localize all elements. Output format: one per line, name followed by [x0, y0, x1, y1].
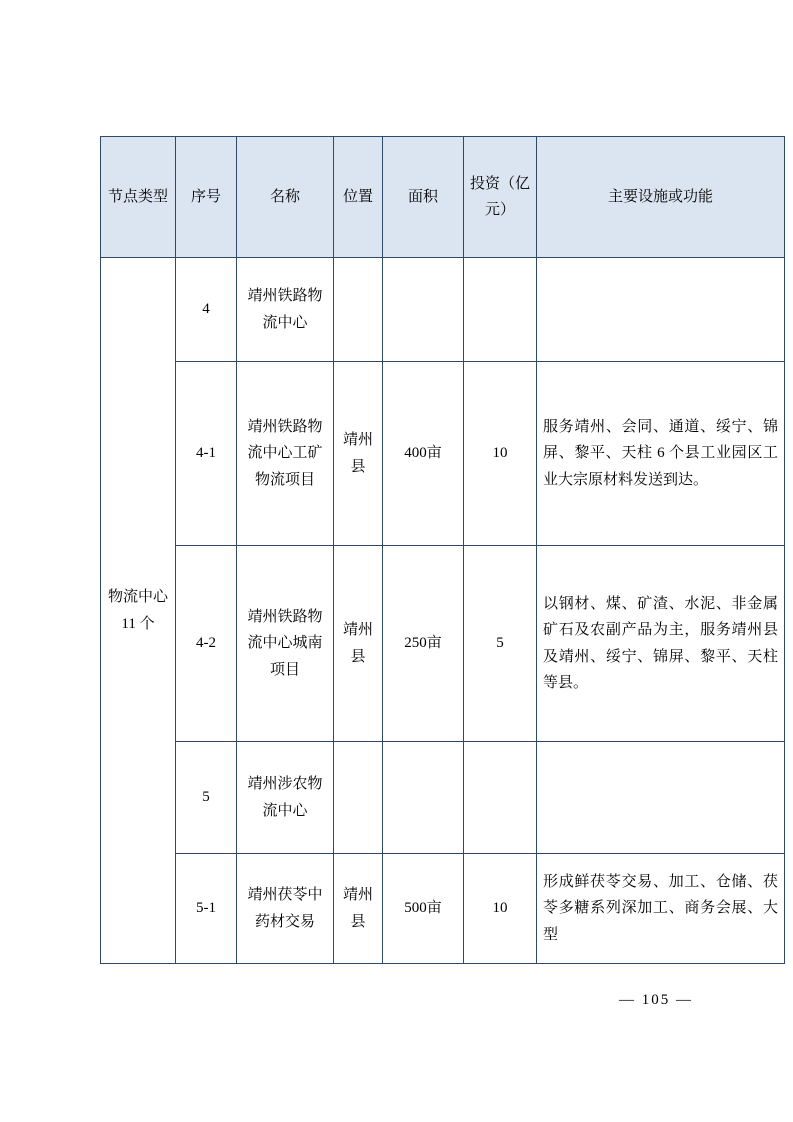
- column-header-location-label: 位置: [342, 188, 373, 205]
- cell-description: [537, 742, 785, 854]
- table-row: [101, 362, 785, 546]
- cell-description: 服务靖州、会同、通道、绥宁、锦屏、黎平、天柱 6 个县工业园区工业大宗原材料发送到达。: [537, 362, 785, 546]
- cell-name: 靖州铁路物流中心: [237, 258, 334, 362]
- column-header-area: [383, 137, 464, 258]
- cell-index: 4: [176, 258, 237, 362]
- cell-area: 250亩: [383, 546, 464, 742]
- cell-investment: [464, 258, 537, 362]
- cell-description: 以钢材、煤、矿渣、水泥、非金属矿石及农副产品为主，服务靖州县及靖州、绥宁、锦屏、黎平、天柱等县。: [537, 546, 785, 742]
- cell-area: 500亩: [383, 854, 464, 964]
- cell-name: 靖州涉农物流中心: [237, 742, 334, 854]
- cell-investment: 10: [464, 362, 537, 546]
- column-header-name: [237, 137, 334, 258]
- column-header-description-label: 主要设施或功能: [607, 188, 713, 205]
- table-row: [101, 742, 785, 854]
- facility-table: [100, 136, 785, 964]
- cell-location: [334, 742, 383, 854]
- column-header-description: [537, 137, 785, 258]
- cell-investment: 5: [464, 546, 537, 742]
- table-header: [101, 137, 785, 258]
- column-header-index: [176, 137, 237, 258]
- page-number: — 105 —: [619, 992, 693, 1008]
- table-body: [101, 258, 785, 964]
- cell-node-type: 物流中心 11 个: [101, 258, 176, 964]
- column-header-node-type: [101, 137, 176, 258]
- cell-index: 5: [176, 742, 237, 854]
- cell-location: 靖州县: [334, 854, 383, 964]
- cell-name: 靖州铁路物流中心工矿物流项目: [237, 362, 334, 546]
- cell-description: 形成鲜茯苓交易、加工、仓储、茯苓多糖系列深加工、商务会展、大型: [537, 854, 785, 964]
- cell-location: 靖州县: [334, 362, 383, 546]
- table-row: [101, 546, 785, 742]
- cell-location: 靖州县: [334, 546, 383, 742]
- cell-area: [383, 742, 464, 854]
- cell-description: [537, 258, 785, 362]
- column-header-node-type-label: 节点类型: [107, 188, 168, 205]
- cell-area: 400亩: [383, 362, 464, 546]
- cell-name: 靖州茯苓中药材交易: [237, 854, 334, 964]
- column-header-name-label: 名称: [269, 188, 300, 205]
- cell-investment: [464, 742, 537, 854]
- cell-index: 4-1: [176, 362, 237, 546]
- column-header-investment-label: 投资（亿元）: [470, 175, 531, 218]
- cell-index: 5-1: [176, 854, 237, 964]
- column-header-investment: [464, 137, 537, 258]
- cell-name: 靖州铁路物流中心城南项目: [237, 546, 334, 742]
- column-header-index-label: 序号: [190, 188, 221, 205]
- table-row: [101, 854, 785, 964]
- cell-location: [334, 258, 383, 362]
- cell-index: 4-2: [176, 546, 237, 742]
- cell-area: [383, 258, 464, 362]
- cell-investment: 10: [464, 854, 537, 964]
- table-row: [101, 258, 785, 362]
- column-header-location: [334, 137, 383, 258]
- column-header-area-label: 面积: [407, 188, 438, 205]
- table-header-row: [101, 137, 785, 258]
